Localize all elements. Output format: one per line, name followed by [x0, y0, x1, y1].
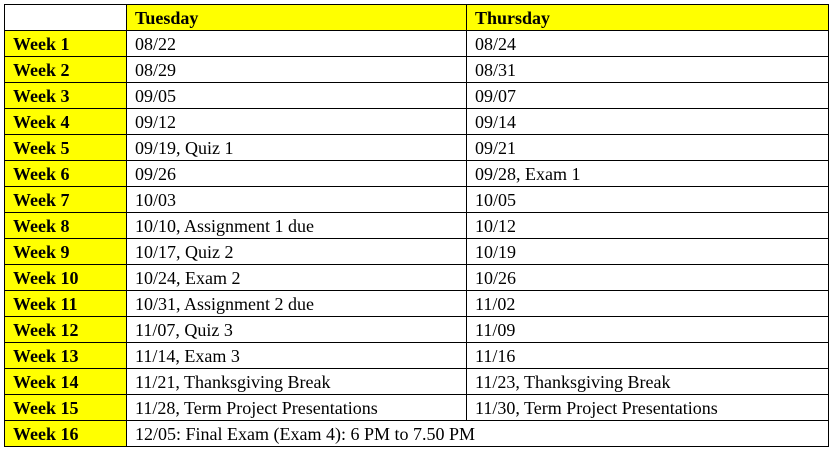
table-row	[5, 31, 829, 57]
thursday-cell: 10/26	[467, 265, 829, 291]
week-label: Week 2	[5, 57, 127, 83]
table-row	[5, 161, 829, 187]
final-exam-cell: 12/05: Final Exam (Exam 4): 6 PM to 7.50 PM	[127, 421, 829, 447]
week-label: Week 6	[5, 161, 127, 187]
table-row	[5, 317, 829, 343]
tuesday-cell: 09/05	[127, 83, 467, 109]
table-row	[5, 395, 829, 421]
header-thursday: Thursday	[467, 5, 829, 31]
table-row	[5, 239, 829, 265]
header-row	[5, 5, 829, 31]
tuesday-cell: 10/31, Assignment 2 due	[127, 291, 467, 317]
week-label: Week 13	[5, 343, 127, 369]
tuesday-cell: 10/24, Exam 2	[127, 265, 467, 291]
tuesday-cell: 10/17, Quiz 2	[127, 239, 467, 265]
table-row	[5, 135, 829, 161]
table-row	[5, 83, 829, 109]
thursday-cell: 11/09	[467, 317, 829, 343]
table-row	[5, 291, 829, 317]
schedule-table	[4, 4, 829, 447]
thursday-cell: 09/07	[467, 83, 829, 109]
week-label: Week 1	[5, 31, 127, 57]
thursday-cell: 11/02	[467, 291, 829, 317]
week-label: Week 3	[5, 83, 127, 109]
thursday-cell: 09/14	[467, 109, 829, 135]
tuesday-cell: 08/29	[127, 57, 467, 83]
week-label: Week 15	[5, 395, 127, 421]
tuesday-cell: 09/19, Quiz 1	[127, 135, 467, 161]
week-label: Week 8	[5, 213, 127, 239]
thursday-cell: 10/05	[467, 187, 829, 213]
tuesday-cell: 09/12	[127, 109, 467, 135]
header-tuesday: Tuesday	[127, 5, 467, 31]
final-exam-row	[5, 421, 829, 447]
week-label: Week 12	[5, 317, 127, 343]
thursday-cell: 08/24	[467, 31, 829, 57]
schedule-body	[5, 31, 829, 447]
week-label: Week 9	[5, 239, 127, 265]
table-row	[5, 109, 829, 135]
tuesday-cell: 11/14, Exam 3	[127, 343, 467, 369]
table-row	[5, 187, 829, 213]
table-row	[5, 265, 829, 291]
week-label: Week 7	[5, 187, 127, 213]
tuesday-cell: 11/28, Term Project Presentations	[127, 395, 467, 421]
thursday-cell: 10/19	[467, 239, 829, 265]
tuesday-cell: 11/21, Thanksgiving Break	[127, 369, 467, 395]
week-label: Week 4	[5, 109, 127, 135]
thursday-cell: 10/12	[467, 213, 829, 239]
thursday-cell: 08/31	[467, 57, 829, 83]
table-row	[5, 213, 829, 239]
week-label: Week 10	[5, 265, 127, 291]
week-label: Week 5	[5, 135, 127, 161]
table-row	[5, 369, 829, 395]
thursday-cell: 09/28, Exam 1	[467, 161, 829, 187]
thursday-cell: 11/30, Term Project Presentations	[467, 395, 829, 421]
tuesday-cell: 08/22	[127, 31, 467, 57]
tuesday-cell: 11/07, Quiz 3	[127, 317, 467, 343]
thursday-cell: 09/21	[467, 135, 829, 161]
week-label: Week 16	[5, 421, 127, 447]
tuesday-cell: 09/26	[127, 161, 467, 187]
week-label: Week 14	[5, 369, 127, 395]
table-row	[5, 57, 829, 83]
tuesday-cell: 10/03	[127, 187, 467, 213]
corner-cell	[5, 5, 127, 31]
tuesday-cell: 10/10, Assignment 1 due	[127, 213, 467, 239]
table-row	[5, 343, 829, 369]
week-label: Week 11	[5, 291, 127, 317]
thursday-cell: 11/23, Thanksgiving Break	[467, 369, 829, 395]
thursday-cell: 11/16	[467, 343, 829, 369]
